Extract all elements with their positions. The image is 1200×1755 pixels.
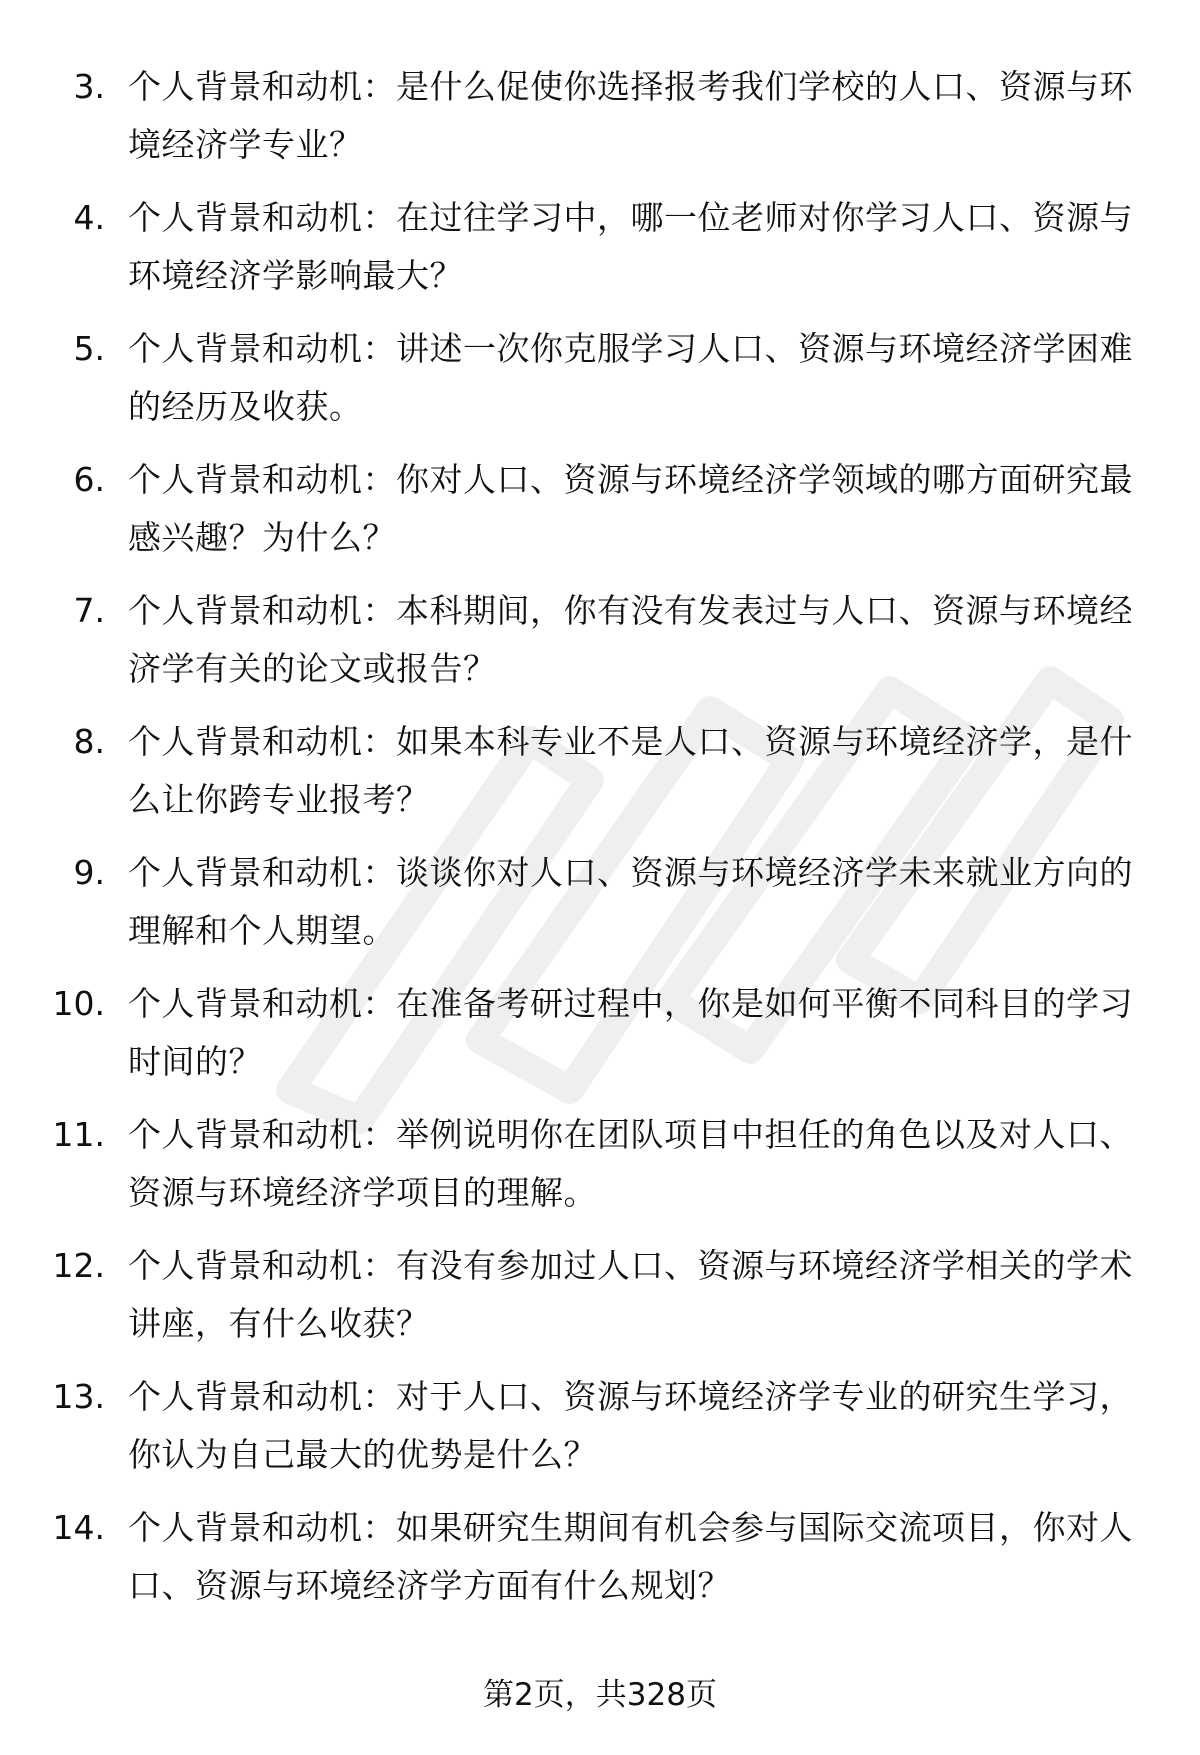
question-text: 个人背景和动机：谈谈你对人口、资源与环境经济学未来就业方向的理解和个人期望。 <box>128 853 1133 950</box>
question-text: 个人背景和动机：在准备考研过程中，你是如何平衡不同科目的学习时间的？ <box>128 984 1133 1081</box>
list-item <box>0 1499 1200 1630</box>
question-number: 4. <box>73 198 105 237</box>
question-list <box>0 58 1200 1630</box>
question-text: 个人背景和动机：在过往学习中，哪一位老师对你学习人口、资源与环境经济学影响最大？ <box>128 198 1133 295</box>
list-item <box>0 844 1200 975</box>
question-text: 个人背景和动机：本科期间，你有没有发表过与人口、资源与环境经济学有关的论文或报告？ <box>128 591 1133 688</box>
question-text: 个人背景和动机：如果研究生期间有机会参与国际交流项目，你对人口、资源与环境经济学方面有什么规划？ <box>128 1508 1133 1605</box>
question-text: 个人背景和动机：有没有参加过人口、资源与环境经济学相关的学术讲座，有什么收获？ <box>128 1246 1133 1343</box>
question-number: 7. <box>73 591 105 630</box>
page-footer: 第2页，共328页 <box>483 1677 717 1713</box>
question-number: 5. <box>73 329 105 368</box>
question-text: 个人背景和动机：对于人口、资源与环境经济学专业的研究生学习，你认为自己最大的优势是什么？ <box>128 1377 1133 1474</box>
list-item <box>0 1368 1200 1499</box>
list-item <box>0 713 1200 844</box>
question-text: 个人背景和动机：讲述一次你克服学习人口、资源与环境经济学困难的经历及收获。 <box>128 329 1133 426</box>
question-number: 13. <box>52 1377 105 1416</box>
question-number: 9. <box>73 853 105 892</box>
question-number: 12. <box>52 1246 105 1285</box>
question-number: 14. <box>52 1508 105 1547</box>
list-item <box>0 1237 1200 1368</box>
list-item <box>0 320 1200 451</box>
question-text: 个人背景和动机：如果本科专业不是人口、资源与环境经济学，是什么让你跨专业报考？ <box>128 722 1133 819</box>
question-number: 10. <box>52 984 105 1023</box>
list-item <box>0 1106 1200 1237</box>
question-number: 6. <box>73 460 105 499</box>
question-text: 个人背景和动机：你对人口、资源与环境经济学领域的哪方面研究最感兴趣？为什么？ <box>128 460 1133 557</box>
list-item <box>0 58 1200 189</box>
question-text: 个人背景和动机：是什么促使你选择报考我们学校的人口、资源与环境经济学专业？ <box>128 67 1133 164</box>
list-item <box>0 451 1200 582</box>
list-item <box>0 975 1200 1106</box>
question-text: 个人背景和动机：举例说明你在团队项目中担任的角色以及对人口、资源与环境经济学项目的理解。 <box>128 1115 1133 1212</box>
question-number: 3. <box>73 67 105 106</box>
question-number: 8. <box>73 722 105 761</box>
list-item <box>0 189 1200 320</box>
question-number: 11. <box>52 1115 105 1154</box>
list-item <box>0 582 1200 713</box>
